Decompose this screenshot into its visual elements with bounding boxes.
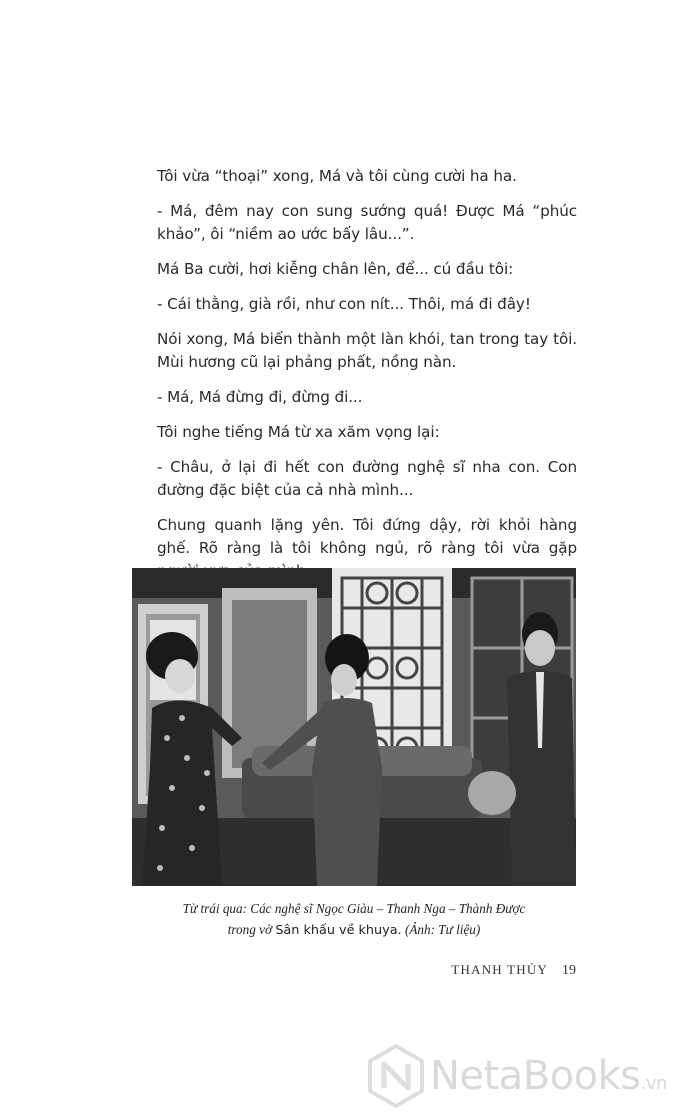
caption-play-title: Sân khấu về khuya. <box>275 923 402 938</box>
paragraph-2: - Má, đêm nay con sung sướng quá! Được Má “phúc khảo”, ôi “niềm ao ước bấy lâu...”. <box>157 202 577 243</box>
body-text <box>157 165 577 595</box>
running-author: THANH THỦY <box>451 962 548 977</box>
caption-credits: Từ trái qua: Các nghệ sĩ Ngọc Giàu – Thanh Nga – Thành Được <box>182 901 526 916</box>
photo-caption <box>132 898 576 941</box>
caption-line-1 <box>132 898 576 919</box>
paragraph-4: - Cái thằng, già rồi, như con nít... Thôi, má đi đây! <box>157 295 531 313</box>
paragraph-7: Tôi nghe tiếng Má từ xa xăm vọng lại: <box>157 423 440 441</box>
caption-prefix: trong vở <box>227 922 276 937</box>
caption-line-2 <box>132 919 576 941</box>
netabooks-n-logo-icon <box>368 1044 424 1108</box>
watermark-brand: NetaBooks <box>430 1053 641 1099</box>
paragraph-8: - Châu, ở lại đi hết con đường nghệ sĩ nha con. Con đường đặc biệt của cả nhà mình... <box>157 458 577 499</box>
page-number: 19 <box>562 963 576 978</box>
paragraph-6: - Má, Má đừng đi, đừng đi... <box>157 388 363 406</box>
watermark-tld: .vn <box>640 1073 667 1094</box>
paragraph-3: Má Ba cười, hơi kiễng chân lên, để... cú đầu tôi: <box>157 260 514 278</box>
caption-source: (Ảnh: Tư liệu) <box>401 922 481 937</box>
watermark <box>368 1044 688 1108</box>
paragraph-1: Tôi vừa “thoại” xong, Má và tôi cùng cười ha ha. <box>157 167 517 185</box>
page-footer <box>451 962 576 979</box>
watermark-text <box>430 1050 667 1110</box>
stage-photo <box>132 568 576 886</box>
paragraph-5: Nói xong, Má biến thành một làn khói, tan trong tay tôi. Mùi hương cũ lại phảng phất, nồng nàn. <box>157 330 577 371</box>
paragraph-9: Chung quanh lặng yên. Tôi đứng dậy, rời khỏi hàng ghế. Rõ ràng là tôi không ngủ, rõ ràng tôi vừa gặp <box>157 516 577 557</box>
stage-photo-illustration <box>132 568 576 886</box>
